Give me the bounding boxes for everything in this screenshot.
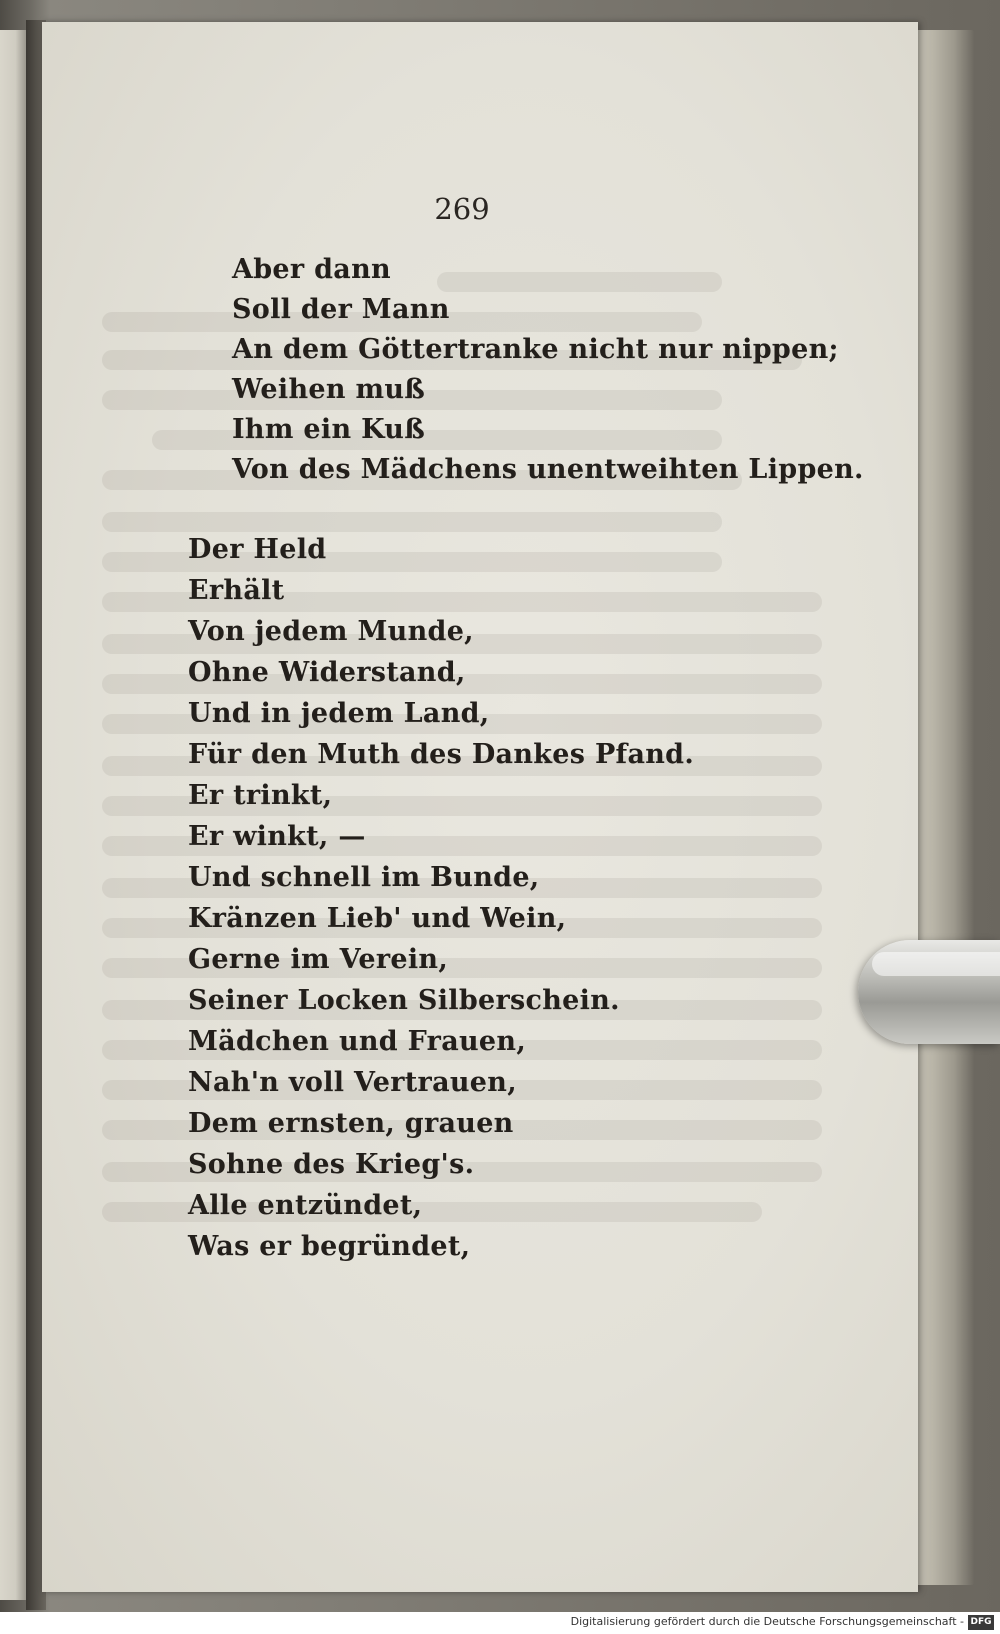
funding-credit: Digitalisierung gefördert durch die Deutsche Forschungsgemeinschaft - — [570, 1615, 964, 1628]
verse-line: Aber dann — [232, 254, 391, 285]
verse-line: Der Held — [188, 534, 327, 565]
verse-line: Soll der Mann — [232, 294, 450, 325]
verse-line: Von des Mädchens unentweihten Lippen. — [232, 454, 864, 485]
verse-line: An dem Göttertranke nicht nur nippen; — [232, 334, 839, 365]
page-clip — [858, 940, 1000, 1044]
verse-line: Mädchen und Frauen, — [188, 1026, 527, 1057]
verse-line: Er trinkt, — [188, 780, 333, 811]
verse-line: Kränzen Lieb' und Wein, — [188, 903, 567, 934]
verse-line: Seiner Locken Silberschein. — [188, 985, 620, 1016]
verse-line: Und schnell im Bunde, — [188, 862, 540, 893]
verse-line: Für den Muth des Dankes Pfand. — [188, 739, 695, 770]
book-page — [42, 22, 918, 1592]
verse-line: Gerne im Verein, — [188, 944, 449, 975]
dfg-logo-icon: DFG — [968, 1615, 994, 1630]
verse-line: Erhält — [188, 575, 285, 606]
verse-line: Ohne Widerstand, — [188, 657, 466, 688]
verse-line: Ihm ein Kuß — [232, 414, 426, 445]
verse-line: Sohne des Krieg's. — [188, 1149, 475, 1180]
previous-page-edge — [0, 30, 26, 1600]
verse-line: Und in jedem Land, — [188, 698, 490, 729]
verse-line: Von jedem Munde, — [188, 616, 474, 647]
verse-line: Weihen muß — [232, 374, 426, 405]
verse-line: Nah'n voll Vertrauen, — [188, 1067, 517, 1098]
footer-bar — [0, 1612, 1000, 1634]
verse-line: Dem ernsten, grauen — [188, 1108, 514, 1139]
show-through-text — [42, 22, 918, 1592]
verse-line: Er winkt, — — [188, 821, 366, 852]
verse-line: Was er begründet, — [188, 1231, 471, 1262]
verse-line: Alle entzündet, — [188, 1190, 423, 1221]
page-number: 269 — [434, 192, 490, 226]
